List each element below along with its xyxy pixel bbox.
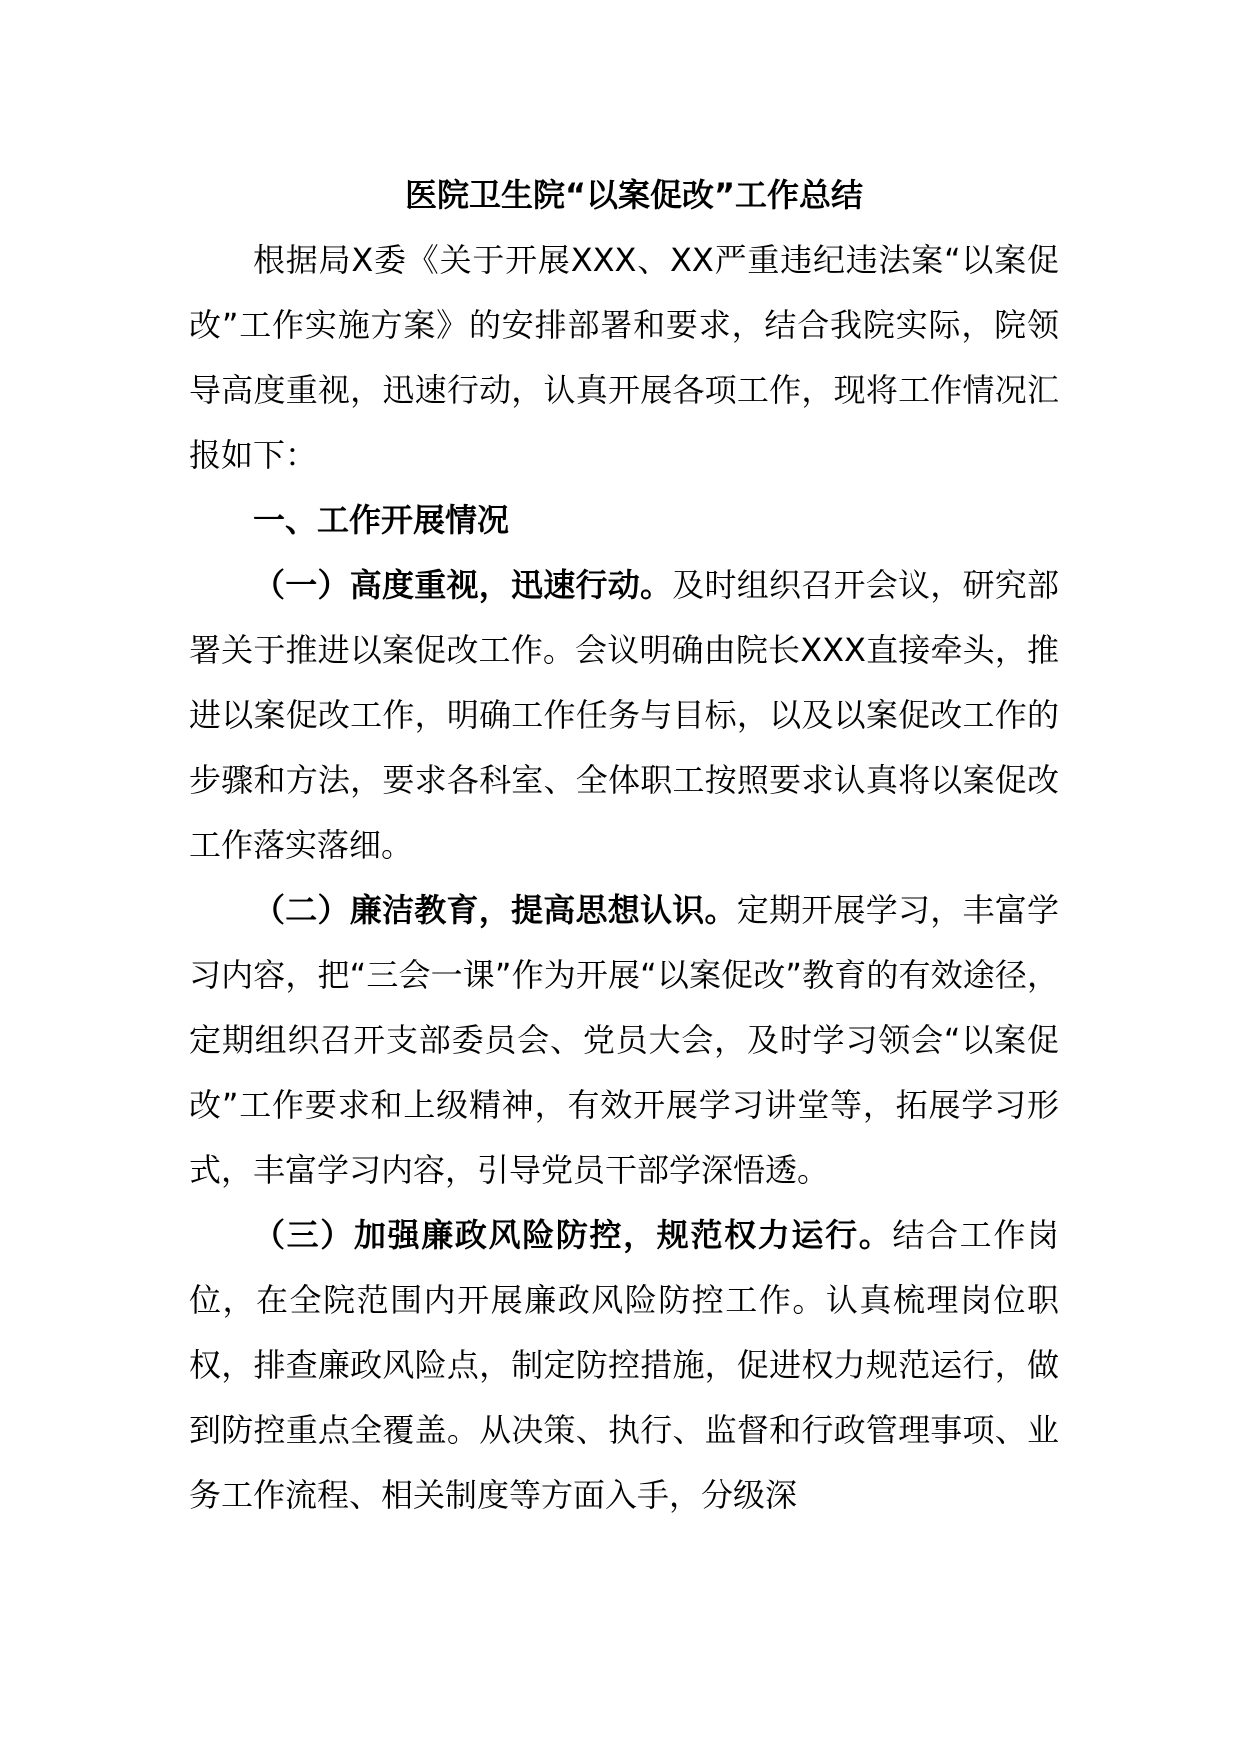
- section-heading-1: 一、工作开展情况: [253, 501, 510, 539]
- intro-paragraph: 根据局Ⅹ委《关于开展XXX、XX严重违纪违法案“以案促改”工作实施方案》的安排部署和要求，结合我院实际，院领导高度重视，迅速行动，认真开展各项工作，现将工作情况汇报如下：: [189, 241, 1059, 474]
- item-body-2: 定期开展学习，丰富学习内容，把“三会一课”作为开展“以案促改”教育的有效途径，定期组织召开支部委员会、党员大会，及时学习领会“以案促改”工作要求和上级精神，有效开展学习讲堂等，拓展学习形式，丰富学习内容，引导党员干部学深悟透。: [189, 891, 1059, 1189]
- document-title: 医院卫生院“以案促改”工作总结: [404, 176, 864, 214]
- item-paragraph-2: [189, 878, 1059, 1203]
- item-body-3: 结合工作岗位，在全院范围内开展廉政风险防控工作。认真梳理岗位职权，排查廉政风险点，制定防控措施，促进权力规范运行，做到防控重点全覆盖。从决策、执行、监督和行政管理事项、业务工作流程、相关制度等方面入手，分级深: [189, 1216, 1059, 1514]
- document-content: [189, 163, 1059, 1528]
- item-paragraph-3: [189, 1203, 1059, 1528]
- item-lead-1: （一）高度重视，迅速行动。: [253, 566, 673, 604]
- item-lead-3: （三）加强廉政风险防控，规范权力运行。: [253, 1216, 893, 1254]
- item-paragraph-1: [189, 553, 1059, 878]
- item-lead-2: （二）廉洁教育，提高思想认识。: [253, 891, 737, 929]
- item-body-1: 及时组织召开会议，研究部署关于推进以案促改工作。会议明确由院长XXX直接牵头，推进以案促改工作，明确工作任务与目标，以及以案促改工作的步骤和方法，要求各科室、全体职工按照要求认真将以案促改工作落实落细。: [189, 566, 1059, 864]
